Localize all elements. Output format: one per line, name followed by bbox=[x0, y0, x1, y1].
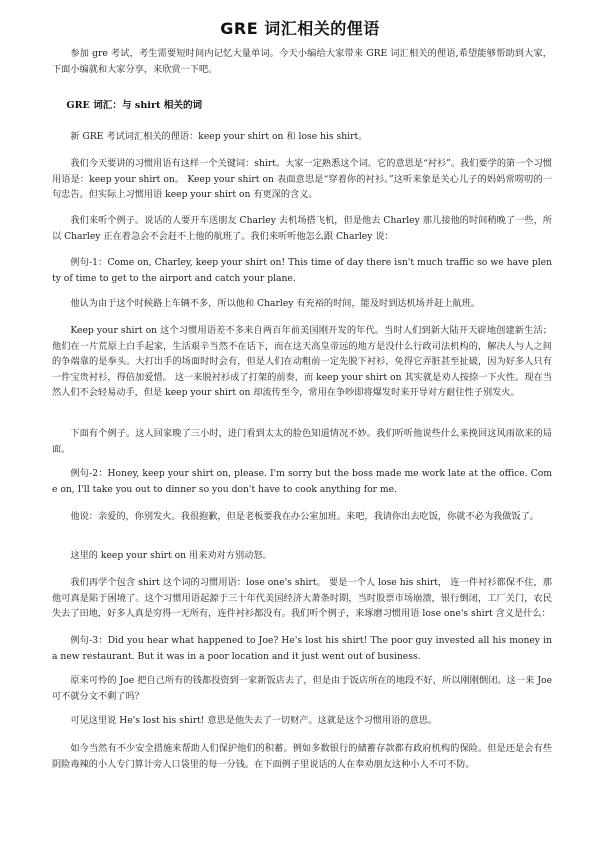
paragraph-8: 这里的 keep your shirt on 用来劝对方别动怒。 bbox=[70, 550, 272, 561]
example-1: 例句-1：Come on, Charley, keep your shirt on! This time of day there isn't much traffic so we have plenty of time to get to the airport and catch your plane. bbox=[52, 257, 552, 284]
example-3: 例句-3：Did you hear what happened to Joe? He's lost his shirt! The poor guy invested all his money in a new restaurant. But it was in a poor location and it just went out of business. bbox=[52, 635, 552, 662]
paragraph-3: 我们来听个例子。说话的人要开车送朋友 Charley 去机场搭飞机，但是他去 Charley 那儿接他的时间稍晚了一些，所以 Charley 正在着急会不会赶不上他的航班了。我们来听听他怎么跟 Charley 说： bbox=[52, 215, 552, 242]
paragraph-7: 他说：亲爱的，你别发火。我很抱歉，但是老板要我在办公室加班。来吧，我请你出去吃饭，你就不必为我做饭了。 bbox=[70, 511, 539, 522]
intro-paragraph: 参加 gre 考试，考生需要短时间内记忆大量单词。今天小编给大家带来 GRE 词汇相关的俚语,希望能够帮助到大家，下面小编就和大家分享，来欣赏一下吧。 bbox=[52, 48, 552, 75]
paragraph-2: 我们今天要讲的习惯用语有这样一个关键词：shirt。大家一定熟悉这个词。它的意思是“衬衫”。我们要学的第一个习惯用语是：keep your shirt on。 Keep your shirt on 表面意思是“穿着你的衬衫。”这听来象是关心儿子的妈妈常唠叨的一句忠告。但实际上习惯用语 keep your shirt on 有更深的含义。 bbox=[52, 158, 552, 200]
paragraph-10: 原来可怜的 Joe 把自己所有的钱都投资到一家新饭店去了，但是由于饭店所在的地段不好，所以刚刚倒闭。这一来 Joe 可不就分文不剩了吗？ bbox=[52, 675, 552, 702]
paragraph-12: 如今当然有不少安全措施来帮助人们保护他们的积蓄。例如多数银行的储蓄存款都有政府机构的保险。但是还是会有些阴险毒辣的小人专门算计旁人口袋里的每一分钱。在下面例子里说话的人在奉劝朋友这种小人不可不防。 bbox=[52, 743, 552, 770]
paragraph-4: 他认为由于这个时候路上车辆不多，所以他和 Charley 有充裕的时间，能及时到达机场并赶上航班。 bbox=[70, 298, 481, 309]
paragraph-9: 我们再学个包含 shirt 这个词的习惯用语：lose one's shirt。 要是一个人 lose his shirt， 连一件衬衫都保不住，那他可真是陷于困境了。这个习惯用语起源于三十年代美国经济大萧条时期，当时股票市场崩溃，银行倒闭，工厂关门，农民失去了田地，好多人真是穷得一无所有，连件衬衫都没有。我们听个例子，来琢磨习惯用语 lose one's shirt 含义是什么： bbox=[52, 577, 552, 619]
paragraph-1: 新 GRE 考试词汇相关的俚语：keep your shirt on 和 lose his shirt。 bbox=[70, 131, 368, 142]
page-title: GRE 词汇相关的俚语 bbox=[220, 19, 380, 38]
example-2: 例句-2：Honey, keep your shirt on, please. I'm sorry but the boss made me work late at the office. Come on, I'll take you out to dinner so you don't have to cook anything for me. bbox=[52, 468, 552, 495]
paragraph-5: Keep your shirt on 这个习惯用语差不多来自两百年前美国刚开发的年代。当时人们到新大陆开天辟地创建新生活；他们在一片荒原上白手起家，生活艰辛当然不在话下，而在这天高皇帝远的地方是没什么行政司法机构的，解决人与人之间的争端靠的是拳头。大打出手的场面时时会有，但是人们在动粗前一定先脱下衬衫，免得它弄脏甚至扯破，因为好多人只有一件宝贵衬衫，得倍加爱惜。 这一来脱衬衫成了打架的前奏，而 keep your shirt on 其实就是劝人按捺一下火性。现在当然人们不会轻易动手，但是 keep your shirt on 却流传至今，常用在争吵即将爆发时来开导对方耐住性子别发火。 bbox=[52, 325, 552, 398]
paragraph-11: 可见这里说 He's lost his shirt! 意思是他失去了一切财产。这就是这个习惯用语的意思。 bbox=[70, 715, 438, 726]
section-heading: GRE 词汇：与 shirt 相关的词 bbox=[66, 100, 203, 111]
paragraph-6: 下面有个例子。这人回家晚了三小时，进门看到太太的脸色知道情况不妙。我们听听他说些什么来挽回这风雨欲来的局面。 bbox=[52, 428, 552, 455]
